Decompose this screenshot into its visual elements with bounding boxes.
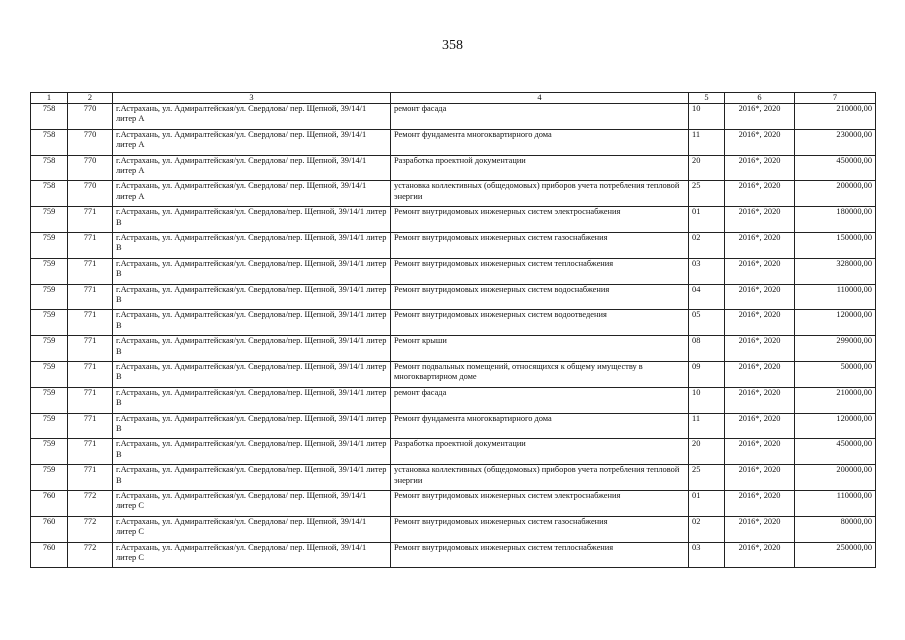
address-cell: г.Астрахань, ул. Адмиралтейская/ул. Свердлова/пер. Щепной, 39/14/1 литер В	[113, 207, 391, 233]
column-header: 3	[113, 93, 391, 104]
period-cell: 2016*, 2020	[725, 207, 795, 233]
house-id-cell: 771	[68, 439, 113, 465]
address-cell: г.Астрахань, ул. Адмиралтейская/ул. Свердлова/пер. Щепной, 39/14/1 литер В	[113, 413, 391, 439]
table-row	[31, 439, 876, 465]
cost-cell: 210000,00	[795, 387, 876, 413]
record-number-cell: 759	[31, 284, 68, 310]
address-cell: г.Астрахань, ул. Адмиралтейская/ул. Свердлова/пер. Щепной, 39/14/1 литер В	[113, 465, 391, 491]
house-id-cell: 771	[68, 465, 113, 491]
cost-cell: 299000,00	[795, 336, 876, 362]
work-type-cell: Ремонт крыши	[391, 336, 689, 362]
address-cell: г.Астрахань, ул. Адмиралтейская/ул. Свердлова/ пер. Щепной, 39/14/1 литер А	[113, 155, 391, 181]
period-cell: 2016*, 2020	[725, 181, 795, 207]
period-cell: 2016*, 2020	[725, 284, 795, 310]
work-code-cell: 04	[689, 284, 725, 310]
work-code-cell: 20	[689, 439, 725, 465]
period-cell: 2016*, 2020	[725, 232, 795, 258]
work-code-cell: 03	[689, 542, 725, 568]
works-register-table	[30, 92, 876, 568]
table-row	[31, 284, 876, 310]
table-row	[31, 336, 876, 362]
column-header: 2	[68, 93, 113, 104]
column-number-row	[31, 93, 876, 104]
work-type-cell: установка коллективных (общедомовых) приборов учета потребления тепловой энергии	[391, 181, 689, 207]
house-id-cell: 772	[68, 542, 113, 568]
work-type-cell: Ремонт внутридомовых инженерных систем теплоснабжения	[391, 258, 689, 284]
work-code-cell: 01	[689, 490, 725, 516]
period-cell: 2016*, 2020	[725, 258, 795, 284]
address-cell: г.Астрахань, ул. Адмиралтейская/ул. Свердлова/пер. Щепной, 39/14/1 литер В	[113, 361, 391, 387]
cost-cell: 450000,00	[795, 155, 876, 181]
cost-cell: 210000,00	[795, 104, 876, 130]
table-row	[31, 155, 876, 181]
period-cell: 2016*, 2020	[725, 129, 795, 155]
record-number-cell: 759	[31, 258, 68, 284]
period-cell: 2016*, 2020	[725, 155, 795, 181]
work-type-cell: Ремонт внутридомовых инженерных систем газоснабжения	[391, 232, 689, 258]
work-type-cell: Ремонт фундамента многоквартирного дома	[391, 129, 689, 155]
column-header: 4	[391, 93, 689, 104]
table-row	[31, 413, 876, 439]
house-id-cell: 771	[68, 336, 113, 362]
house-id-cell: 770	[68, 129, 113, 155]
table-row	[31, 104, 876, 130]
table-row	[31, 516, 876, 542]
work-type-cell: Ремонт внутридомовых инженерных систем водоснабжения	[391, 284, 689, 310]
column-header: 7	[795, 93, 876, 104]
address-cell: г.Астрахань, ул. Адмиралтейская/ул. Свердлова/пер. Щепной, 39/14/1 литер В	[113, 336, 391, 362]
cost-cell: 180000,00	[795, 207, 876, 233]
work-code-cell: 05	[689, 310, 725, 336]
house-id-cell: 771	[68, 310, 113, 336]
record-number-cell: 760	[31, 542, 68, 568]
table-row	[31, 387, 876, 413]
column-header: 6	[725, 93, 795, 104]
record-number-cell: 758	[31, 155, 68, 181]
address-cell: г.Астрахань, ул. Адмиралтейская/ул. Свердлова/пер. Щепной, 39/14/1 литер В	[113, 284, 391, 310]
record-number-cell: 759	[31, 439, 68, 465]
period-cell: 2016*, 2020	[725, 439, 795, 465]
address-cell: г.Астрахань, ул. Адмиралтейская/ул. Свердлова/пер. Щепной, 39/14/1 литер В	[113, 232, 391, 258]
work-code-cell: 09	[689, 361, 725, 387]
period-cell: 2016*, 2020	[725, 490, 795, 516]
column-header: 5	[689, 93, 725, 104]
house-id-cell: 770	[68, 155, 113, 181]
cost-cell: 50000,00	[795, 361, 876, 387]
house-id-cell: 771	[68, 413, 113, 439]
address-cell: г.Астрахань, ул. Адмиралтейская/ул. Свердлова/ пер. Щепной, 39/14/1 литер А	[113, 104, 391, 130]
table-row	[31, 542, 876, 568]
cost-cell: 450000,00	[795, 439, 876, 465]
address-cell: г.Астрахань, ул. Адмиралтейская/ул. Свердлова/ пер. Щепной, 39/14/1 литер С	[113, 490, 391, 516]
cost-cell: 120000,00	[795, 310, 876, 336]
work-code-cell: 10	[689, 104, 725, 130]
house-id-cell: 771	[68, 258, 113, 284]
cost-cell: 110000,00	[795, 490, 876, 516]
record-number-cell: 759	[31, 207, 68, 233]
cost-cell: 80000,00	[795, 516, 876, 542]
house-id-cell: 771	[68, 284, 113, 310]
period-cell: 2016*, 2020	[725, 310, 795, 336]
work-type-cell: Ремонт внутридомовых инженерных систем газоснабжения	[391, 516, 689, 542]
period-cell: 2016*, 2020	[725, 413, 795, 439]
house-id-cell: 771	[68, 232, 113, 258]
house-id-cell: 771	[68, 387, 113, 413]
work-type-cell: Ремонт внутридомовых инженерных систем электроснабжения	[391, 490, 689, 516]
work-type-cell: Ремонт фундамента многоквартирного дома	[391, 413, 689, 439]
table-row	[31, 207, 876, 233]
record-number-cell: 759	[31, 413, 68, 439]
work-code-cell: 02	[689, 232, 725, 258]
address-cell: г.Астрахань, ул. Адмиралтейская/ул. Свердлова/пер. Щепной, 39/14/1 литер В	[113, 439, 391, 465]
work-code-cell: 25	[689, 465, 725, 491]
address-cell: г.Астрахань, ул. Адмиралтейская/ул. Свердлова/ пер. Щепной, 39/14/1 литер С	[113, 542, 391, 568]
work-code-cell: 03	[689, 258, 725, 284]
table-row	[31, 258, 876, 284]
table-row	[31, 232, 876, 258]
record-number-cell: 760	[31, 490, 68, 516]
address-cell: г.Астрахань, ул. Адмиралтейская/ул. Свердлова/пер. Щепной, 39/14/1 литер В	[113, 387, 391, 413]
address-cell: г.Астрахань, ул. Адмиралтейская/ул. Свердлова/пер. Щепной, 39/14/1 литер В	[113, 310, 391, 336]
table-body	[31, 104, 876, 568]
work-code-cell: 01	[689, 207, 725, 233]
period-cell: 2016*, 2020	[725, 516, 795, 542]
address-cell: г.Астрахань, ул. Адмиралтейская/ул. Свердлова/ пер. Щепной, 39/14/1 литер А	[113, 181, 391, 207]
period-cell: 2016*, 2020	[725, 542, 795, 568]
cost-cell: 200000,00	[795, 181, 876, 207]
work-type-cell: Разработка проектной документации	[391, 155, 689, 181]
work-code-cell: 11	[689, 413, 725, 439]
record-number-cell: 758	[31, 129, 68, 155]
cost-cell: 250000,00	[795, 542, 876, 568]
record-number-cell: 760	[31, 516, 68, 542]
work-type-cell: Ремонт внутридомовых инженерных систем электроснабжения	[391, 207, 689, 233]
period-cell: 2016*, 2020	[725, 387, 795, 413]
table-row	[31, 361, 876, 387]
page-number: 358	[442, 38, 463, 53]
house-id-cell: 770	[68, 181, 113, 207]
table-row	[31, 310, 876, 336]
cost-cell: 328000,00	[795, 258, 876, 284]
record-number-cell: 759	[31, 310, 68, 336]
work-code-cell: 10	[689, 387, 725, 413]
table-row	[31, 129, 876, 155]
address-cell: г.Астрахань, ул. Адмиралтейская/ул. Свердлова/ пер. Щепной, 39/14/1 литер С	[113, 516, 391, 542]
work-type-cell: ремонт фасада	[391, 104, 689, 130]
work-type-cell: Ремонт внутридомовых инженерных систем водоотведения	[391, 310, 689, 336]
table-row	[31, 490, 876, 516]
record-number-cell: 758	[31, 104, 68, 130]
work-code-cell: 11	[689, 129, 725, 155]
house-id-cell: 771	[68, 361, 113, 387]
cost-cell: 110000,00	[795, 284, 876, 310]
record-number-cell: 759	[31, 387, 68, 413]
period-cell: 2016*, 2020	[725, 465, 795, 491]
house-id-cell: 771	[68, 207, 113, 233]
work-type-cell: Разработка проектной документации	[391, 439, 689, 465]
period-cell: 2016*, 2020	[725, 104, 795, 130]
work-code-cell: 25	[689, 181, 725, 207]
record-number-cell: 759	[31, 465, 68, 491]
house-id-cell: 770	[68, 104, 113, 130]
work-type-cell: установка коллективных (общедомовых) приборов учета потребления тепловой энергии	[391, 465, 689, 491]
record-number-cell: 759	[31, 232, 68, 258]
table-row	[31, 465, 876, 491]
record-number-cell: 758	[31, 181, 68, 207]
address-cell: г.Астрахань, ул. Адмиралтейская/ул. Свердлова/ пер. Щепной, 39/14/1 литер А	[113, 129, 391, 155]
period-cell: 2016*, 2020	[725, 336, 795, 362]
work-code-cell: 08	[689, 336, 725, 362]
record-number-cell: 759	[31, 361, 68, 387]
work-type-cell: Ремонт внутридомовых инженерных систем теплоснабжения	[391, 542, 689, 568]
cost-cell: 200000,00	[795, 465, 876, 491]
work-type-cell: Ремонт подвальных помещений, относящихся к общему имуществу в многоквартирном доме	[391, 361, 689, 387]
table-row	[31, 181, 876, 207]
work-code-cell: 20	[689, 155, 725, 181]
cost-cell: 230000,00	[795, 129, 876, 155]
work-type-cell: ремонт фасада	[391, 387, 689, 413]
work-code-cell: 02	[689, 516, 725, 542]
period-cell: 2016*, 2020	[725, 361, 795, 387]
column-header: 1	[31, 93, 68, 104]
house-id-cell: 772	[68, 516, 113, 542]
address-cell: г.Астрахань, ул. Адмиралтейская/ул. Свердлова/пер. Щепной, 39/14/1 литер В	[113, 258, 391, 284]
house-id-cell: 772	[68, 490, 113, 516]
record-number-cell: 759	[31, 336, 68, 362]
cost-cell: 150000,00	[795, 232, 876, 258]
cost-cell: 120000,00	[795, 413, 876, 439]
